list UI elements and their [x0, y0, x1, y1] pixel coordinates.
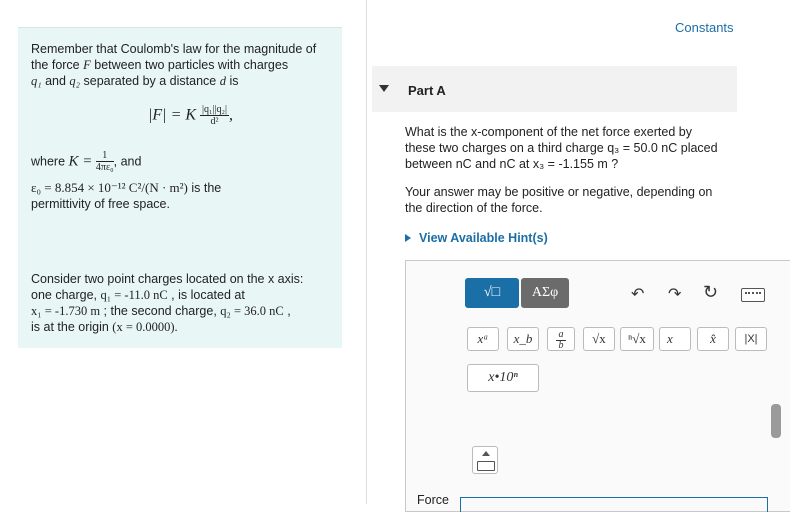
consider-line-1: Consider two point charges located on the x axis: — [31, 272, 304, 286]
var-q2: q₂ — [69, 74, 81, 88]
origin-value: (x = 0.0000). — [112, 320, 178, 334]
consider-text: one charge, — [31, 288, 101, 302]
info-sidebar — [18, 27, 342, 348]
intro-text: the force — [31, 58, 84, 72]
consider-text: is at the origin — [31, 320, 113, 334]
where-text: , and — [113, 154, 142, 169]
var-d: d — [219, 74, 226, 88]
fraction-num: a — [556, 330, 566, 341]
formula-fraction — [200, 104, 229, 128]
fraction-den: b — [558, 340, 564, 351]
q2-value: q₂ = 36.0 nC — [220, 304, 284, 318]
scrollbar-handle[interactable] — [771, 404, 781, 438]
formula-lhs: |F| = K — [148, 106, 197, 124]
unit-vector-label: x̂ — [710, 331, 716, 346]
consider-text: , is located at — [167, 288, 245, 302]
nth-root-button[interactable] — [620, 327, 654, 351]
constants-link[interactable]: Constants — [675, 20, 734, 35]
answer-editor — [405, 260, 790, 512]
formula-numerator: |q₁||q₂| — [202, 104, 228, 115]
abs-label: |X| — [744, 333, 758, 345]
hint-label: View Available Hint(s) — [419, 231, 548, 245]
redo-icon[interactable]: ↷ — [668, 286, 682, 303]
k-fraction — [96, 150, 114, 174]
eps-line-2: permittivity of free space. — [31, 197, 170, 211]
var-q1: q₁ — [31, 74, 42, 88]
intro-text: between two particles with charges — [90, 58, 289, 72]
intro-text: separated by a distance — [80, 74, 220, 88]
intro-line-2 — [31, 57, 288, 73]
formula-denominator: d² — [210, 116, 219, 127]
column-divider — [366, 0, 367, 504]
consider-line-4 — [31, 319, 178, 335]
coulomb-formula — [148, 104, 233, 128]
where-text: where — [31, 154, 69, 169]
x1-value: x₁ = -1.730 m — [31, 304, 101, 318]
k-denominator: 4πε₀ — [95, 162, 114, 173]
sci-label: x•10ⁿ — [488, 370, 518, 385]
question-line-1: What is the x-component of the net force exerted by — [405, 125, 692, 139]
intro-line-3 — [31, 73, 238, 89]
question-line-3: between nC and nC at x₃ = -1.155 m ? — [405, 157, 619, 171]
sqrt-button[interactable] — [583, 327, 615, 351]
vector-button[interactable] — [659, 327, 691, 351]
keyboard-small-icon — [477, 461, 495, 471]
force-input[interactable] — [460, 497, 768, 512]
question-line-2: these two charges on a third charge q₃ = 50.0 nC placed — [405, 141, 718, 155]
vector-label: x⃗ — [667, 331, 683, 346]
consider-text: , — [283, 304, 291, 318]
subscript-label: x_b — [513, 331, 533, 346]
sqrt-label: √x — [592, 331, 606, 346]
part-title: Part A — [408, 83, 446, 98]
where-line — [31, 150, 141, 174]
where-k: K = — [68, 153, 93, 170]
templates-button[interactable] — [465, 278, 519, 308]
subscript-button[interactable] — [507, 327, 539, 351]
chevron-up-icon — [482, 451, 490, 456]
intro-text: is — [225, 74, 239, 88]
consider-line-2 — [31, 287, 245, 303]
greek-symbols-button[interactable] — [521, 278, 569, 308]
templates-label: √□ — [483, 285, 501, 300]
formula-end: , — [229, 106, 234, 124]
intro-line-1: Remember that Coulomb's law for the magnitude of — [31, 42, 317, 56]
eps-line — [31, 180, 221, 196]
abs-button[interactable] — [735, 327, 767, 351]
k-numerator: 1 — [96, 150, 114, 162]
scientific-notation-button[interactable] — [467, 364, 539, 392]
consider-text: ; the second charge, — [100, 304, 221, 318]
intro-text: and — [41, 74, 70, 88]
collapse-caret-icon[interactable] — [379, 85, 389, 92]
consider-line-3 — [31, 303, 291, 319]
view-hints-link[interactable] — [405, 231, 548, 245]
keyboard-toggle-button[interactable] — [472, 446, 498, 474]
superscript-label: xᵃ — [477, 331, 489, 346]
eps-text: is the — [187, 181, 222, 195]
var-f: F — [83, 58, 91, 72]
unit-vector-button[interactable] — [697, 327, 729, 351]
keyboard-icon[interactable] — [741, 288, 765, 302]
greek-label: ΑΣφ — [531, 285, 559, 300]
q1-value: q₁ = -11.0 nC — [100, 288, 168, 302]
reset-icon[interactable]: ↻ — [703, 282, 719, 302]
note-line-1: Your answer may be positive or negative, depending on — [405, 185, 713, 199]
fraction-button[interactable] — [547, 327, 575, 351]
nth-root-label: ⁿ√x — [628, 331, 646, 346]
hint-triangle-icon — [405, 234, 411, 242]
undo-icon[interactable]: ↶ — [631, 286, 645, 303]
superscript-button[interactable] — [467, 327, 499, 351]
eps-value: ε₀ = 8.854 × 10⁻¹² C²/(N · m²) — [31, 180, 188, 195]
force-label: Force — [417, 493, 449, 507]
note-line-2: the direction of the force. — [405, 201, 543, 215]
